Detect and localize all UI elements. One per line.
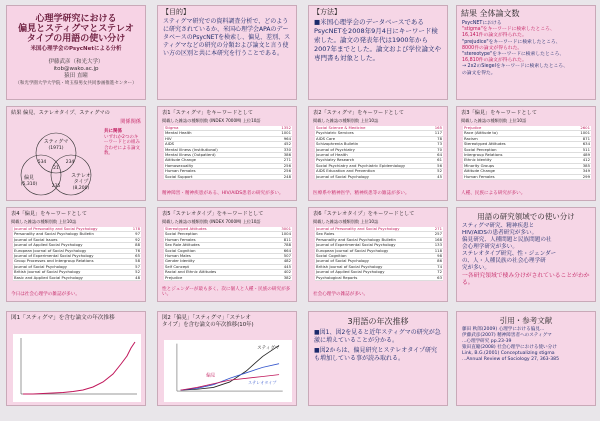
- table-cell-label: Race (Attitude to): [463, 131, 571, 136]
- table-cell-count: 70: [423, 147, 443, 152]
- table-cell-count: 271: [423, 227, 443, 232]
- venn-stereo-count: (8,200): [72, 186, 90, 191]
- table-cell-label: AIDS Care: [315, 136, 423, 141]
- table-cell-label: Journal of Personality and Social Psychology: [13, 227, 121, 232]
- purpose-body: スティグマ研究での資料調査分析で、どのように研究されているか、米国心理学会APAのデータベースのPsycNETを検索し、偏見、差別、スティグマなどの研究の分類および論文と言う使い方の区別と共に本研究を行うことである。: [163, 18, 291, 57]
- table-cell-count: 452: [272, 142, 292, 147]
- trend-body-1: ■図1、図2を見ると近年スティグマの研究が急激に増えていることが分かる。: [314, 329, 441, 344]
- usage-line-2: 偏見研究、人種問題と民族問題の社: [462, 237, 552, 243]
- table-cell-count: 88: [121, 243, 141, 248]
- table-cell-count: 248: [272, 174, 292, 179]
- table-row: [315, 174, 443, 179]
- table-cell-count: 97: [121, 232, 141, 237]
- table-cell-count: 73: [423, 142, 443, 147]
- venn-overlap-2: 21: [53, 166, 59, 171]
- table-cell-label: Mental Health: [164, 131, 272, 136]
- method-body: ■米国心理学会のデータベースである PsycNETを2008年9月4日にキーワード検索した。論文の発表年代は1900年から2007年までとした。論文および学位論文や専門書も対象とした。: [314, 18, 442, 62]
- venn-prejudice-label: 偏見: [23, 175, 35, 181]
- results-line-7: → 2x2のSiegelをキーワードに検索したところ、: [462, 64, 568, 70]
- slide-figure-2: [157, 311, 297, 406]
- venn-stereo-label-2: タイプ: [73, 179, 89, 185]
- table-cell-count: 78: [423, 136, 443, 141]
- table-cell-count: 74: [423, 264, 443, 269]
- usage-line-6: 究が多い。: [462, 265, 490, 271]
- table-cell-label: Journal of Social Psychology: [13, 264, 121, 269]
- table-row: [315, 275, 443, 280]
- table-cell-label: AIDS Education and Prevention: [315, 169, 423, 174]
- table-cell-count: 382: [272, 275, 292, 280]
- table5-header-2: 掲載した雑誌の種類別数 (INDEX 7000M) 上位10語: [162, 219, 261, 224]
- table-cell-label: Homosexuality: [164, 163, 272, 168]
- results-line-1: "stigma"をキーワードに検索したところ、: [462, 27, 555, 33]
- table-cell-count: 445: [272, 264, 292, 269]
- purpose-header: 【目的】: [162, 8, 190, 16]
- table-cell-label: Journal of Social Psychology: [315, 174, 423, 179]
- table-row: [164, 275, 292, 280]
- table-cell-count: 118: [423, 248, 443, 253]
- table-cell-label: Social Cognition: [315, 254, 423, 259]
- venn-header: 結果 偏見、ステレオタイプ、スティグマの: [11, 110, 110, 116]
- venn-overlap-4: 235: [51, 184, 61, 189]
- trend-header: 3用語の年次推移: [347, 317, 409, 326]
- table-cell-label: Ethnic Identity: [463, 158, 571, 163]
- table-cell-count: 1004: [272, 232, 292, 237]
- table-cell-label: Human Females: [463, 174, 571, 179]
- table-cell-label: Social Psychiatry and Psychiatric Epidemiology: [315, 163, 423, 168]
- figure1-line: [23, 342, 135, 394]
- figure1-chart: [13, 334, 141, 402]
- table-cell-label: Intergroup Relations: [463, 153, 571, 158]
- table-cell-count: 72: [423, 270, 443, 275]
- results-line-3: "prejudice"をキーワードに検索したところ、: [462, 39, 561, 45]
- figure2-stereotype-line: [181, 364, 279, 390]
- table-cell-count: 58: [121, 259, 141, 264]
- table-cell-count: 271: [272, 158, 292, 163]
- table-cell-label: Social Science & Medicine: [315, 126, 423, 131]
- table-cell-label: Stereotyped Attitudes: [463, 142, 571, 147]
- table-cell-label: Personality and Social Psychology Bulletin: [315, 237, 423, 242]
- table-cell-label: Minority Groups: [463, 163, 571, 168]
- table-cell-count: 386: [272, 153, 292, 158]
- reference-0: 藤田 秋郎(2009) 心理学における偏見...: [462, 327, 545, 332]
- table-cell-label: Social Perception: [164, 232, 272, 237]
- table1-note: 精神障害・精神疾患がある、HIV/AIDS患者の研究が多い。: [162, 191, 284, 197]
- figure2-stereotype-label: ステレオタイプ: [248, 379, 277, 385]
- table-cell-count: 257: [423, 232, 443, 237]
- table-cell-label: Sex Role Attitudes: [164, 243, 272, 248]
- table-cell-label: Journal of Applied Social Psychology: [13, 243, 121, 248]
- results-line-2: 16,141件の論文が得られた。: [462, 33, 527, 39]
- usage-line-3: 会心理学研究が多い。: [462, 244, 518, 250]
- table2-header: 表2「スティグマ」をキーワードとして: [313, 110, 404, 116]
- method-header: 【方法】: [313, 8, 341, 16]
- slide-trend: [308, 311, 448, 406]
- results-line-0: PsycNETにおける: [462, 21, 502, 26]
- table1: [164, 126, 292, 180]
- poster-title: 心理学研究における 偏見とスティグマとステレオ タイプの用語の使い分け: [18, 14, 134, 44]
- table-cell-count: 52: [121, 270, 141, 275]
- table2-header-2: 掲載した雑誌の種類別数 上位10誌: [313, 118, 379, 123]
- venn-side-note: [104, 129, 142, 157]
- results-line-6: 16,810件の論文が得られた。: [462, 58, 527, 64]
- reference-5: ...Annual Review of Sociology 27, 363-385: [462, 357, 560, 362]
- usage-emphasis: 一各研究領域で棲み分けがされていることがわかる。: [462, 273, 590, 286]
- reference-2: ...心理学研究 pp.23-39: [462, 339, 512, 344]
- table3: [463, 126, 591, 180]
- figure2-header-2: タイプ」を含む論文の年次推移(10年): [162, 322, 254, 328]
- table-cell-label: Psychological Reports: [315, 275, 423, 280]
- table-cell-count: 412: [571, 158, 591, 163]
- table-cell-count: 57: [121, 264, 141, 269]
- trend-body-2: ■図2からは、偏見研究とステレオタイプ研究も増加している事が読み取れる。: [314, 347, 437, 362]
- table-cell-count: 56: [423, 163, 443, 168]
- slide-usage: [456, 207, 596, 302]
- figure2-header: 図2「偏見」「スティグマ」「ステレオ: [162, 315, 251, 321]
- venn-stigma-label: スティグマ: [43, 139, 69, 145]
- venn-stereo-label: ステレオ: [71, 173, 91, 179]
- table-cell-label: European Journal of Social Psychology: [315, 248, 423, 253]
- table-cell-label: Psychiatry Research: [315, 158, 423, 163]
- venn-overlap-3: 234: [65, 160, 75, 165]
- table-cell-count: 48: [121, 275, 141, 280]
- table-cell-label: Psychiatric Services: [315, 131, 423, 136]
- slide-table-3: [456, 106, 596, 201]
- table6-note: 社会心理学の雑誌が多い。: [313, 292, 369, 298]
- table-cell-label: Attitude Change: [463, 169, 571, 174]
- usage-header: 用語の研究領域での使い分け: [477, 212, 575, 221]
- slide-figure-1: [6, 311, 146, 406]
- table1-header: 表1「スティグマ」をキーワードとして: [162, 110, 253, 116]
- table-cell-count: 168: [423, 237, 443, 242]
- table-cell-count: 117: [423, 131, 443, 136]
- table2-note: 医療系や精神医学、精神疾患等の雑誌が多い。: [313, 191, 410, 197]
- table-row: [13, 275, 141, 280]
- table4: [13, 227, 141, 281]
- table-cell-count: 65: [121, 254, 141, 259]
- table-cell-label: Prejudice: [164, 275, 272, 280]
- table5-note: 性とジェンダーが最も多く、次に個人と人種・民族の研究が多い。: [162, 286, 291, 298]
- usage-line-4: ステレオタイプ研究、性・ジェンダー: [462, 251, 557, 257]
- table5-header: 表5「ステレオタイプ」をキーワードとして: [162, 211, 264, 217]
- table-cell-label: Social Support: [164, 174, 272, 179]
- table-cell-count: 98: [423, 254, 443, 259]
- table-cell-count: 45: [423, 174, 443, 179]
- table6-header-2: 掲載した雑誌の種類別数 上位10誌: [313, 219, 379, 224]
- table-cell-label: Human Males: [164, 254, 272, 259]
- table-cell-label: Journal of Applied Social Psychology: [315, 270, 423, 275]
- figure2-stigma-label: スティグマ: [257, 346, 280, 352]
- results-line-5: "stereotype"をキーワードに検索したところ、: [462, 52, 565, 58]
- slide-references: [456, 311, 596, 406]
- table-cell-count: 489: [571, 153, 591, 158]
- table3-header-2: 掲載した雑誌の種類別数 上位10語: [461, 118, 527, 123]
- table4-note: 今日は社会心理学の雑誌が多い。: [11, 292, 80, 298]
- slide-table-5: [157, 207, 297, 302]
- slide-title: [6, 5, 146, 100]
- table-cell-count: 634: [571, 142, 591, 147]
- table-cell-count: 1001: [571, 131, 591, 136]
- table-cell-label: British Journal of Social Psychology: [315, 264, 423, 269]
- author-1: 伊藤武彦（和光大学）: [48, 59, 104, 65]
- table-cell-label: Attitude Change: [164, 158, 272, 163]
- venn-stigma-count: (1971): [48, 146, 64, 151]
- table6-header: 表6「ステレオタイプ」をキーワードとして: [313, 211, 415, 217]
- author-affiliation: （和光学園大学大学院・埼玉県男女共同参画推進センター）: [15, 81, 137, 86]
- table-cell-count: 64: [423, 153, 443, 158]
- slide-table-2: [308, 106, 448, 201]
- slide-table-4: [6, 207, 146, 302]
- table-cell-count: 964: [272, 136, 292, 141]
- table4-header-2: 掲載した雑誌の種類別数 上位10誌: [11, 219, 77, 224]
- table-cell-label: Journal of Social Psychology: [315, 259, 423, 264]
- table-cell-count: 482: [272, 259, 292, 264]
- table-cell-count: 52: [423, 169, 443, 174]
- author-email: itob@wako.ac.jp: [53, 66, 99, 72]
- table-cell-count: 2601: [571, 126, 591, 131]
- table-cell-label: Self Concept: [164, 264, 272, 269]
- table-cell-count: 61: [423, 158, 443, 163]
- reference-4: Link, B.G.(2001) Conceptualizing stigma: [462, 351, 555, 356]
- table-cell-label: Human Females: [164, 169, 272, 174]
- table-cell-count: 92: [121, 237, 141, 242]
- usage-line-0: スティグマ研究、精神疾患と: [462, 223, 535, 229]
- results-total-header: 結果 全体論文数: [461, 9, 520, 18]
- table-cell-count: 256: [272, 169, 292, 174]
- table-cell-count: 385: [571, 163, 591, 168]
- slide-venn: [6, 106, 146, 201]
- table-cell-label: Journal of Psychiatry: [315, 147, 423, 152]
- table-cell-count: 1001: [272, 131, 292, 136]
- table-cell-count: 788: [272, 243, 292, 248]
- venn-diagram: [11, 129, 101, 199]
- table-cell-count: 664: [272, 248, 292, 253]
- table-cell-count: 256: [272, 163, 292, 168]
- table-cell-count: 507: [272, 254, 292, 259]
- slide-method: [308, 5, 448, 100]
- table-cell-label: Human Females: [164, 237, 272, 242]
- venn-side-count: 共に関係: [104, 129, 122, 134]
- subtitle: 米国心理学会のPsycNetによる分析: [30, 46, 122, 52]
- results-line-8: の論文を得た。: [462, 70, 496, 76]
- table-cell-count: 76: [121, 248, 141, 253]
- venn-prejudice-count: (5,310): [20, 182, 38, 187]
- figure1-header: 図1「スティグマ」を含む論文の年次推移: [11, 315, 115, 321]
- table-cell-label: Group Processes and Intergroup Relations: [13, 259, 121, 264]
- table-cell-label: Gender Identity: [164, 259, 272, 264]
- table-cell-label: Stereotyped Attitudes: [164, 227, 272, 232]
- table-cell-label: HIV: [164, 136, 272, 141]
- table-cell-count: 165: [423, 126, 443, 131]
- figure2-prejudice-label: 偏見: [206, 373, 216, 379]
- table-cell-label: Stigma: [164, 126, 272, 131]
- table-cell-count: 3001: [272, 227, 292, 232]
- table2: [315, 126, 443, 180]
- table-cell-label: Mental Illness (Institutional): [164, 147, 272, 152]
- table-cell-count: 178: [121, 227, 141, 232]
- table5: [164, 227, 292, 281]
- table-row: [164, 174, 292, 179]
- table-cell-label: Journal of Social Issues: [13, 237, 121, 242]
- table-cell-label: Schizophrenia Bulletin: [315, 142, 423, 147]
- venn-side-text: いずれか2つのキーワードとの組み合わせによる論文数。: [104, 134, 140, 157]
- table-cell-label: Basic and Applied Social Psychology: [13, 275, 121, 280]
- table-cell-count: 63: [423, 275, 443, 280]
- venn-header-2: 関係関係: [120, 119, 141, 125]
- table-cell-label: Personality and Social Psychology Bulletin: [13, 232, 121, 237]
- slide-table-6: [308, 207, 448, 302]
- table-cell-label: Journal of Experimental Social Psychology: [13, 254, 121, 259]
- slide-purpose: [157, 5, 297, 100]
- results-line-4: 8000件の論文が得られた。: [462, 45, 523, 51]
- reference-3: 猿田直瞳(2008) 社会心理学における使い分け: [462, 345, 557, 350]
- table-cell-count: 871: [571, 136, 591, 141]
- usage-line-5: の、人・人種民族の社会心理学研: [462, 258, 546, 264]
- table3-header: 表3「偏見」をキーワードとして: [461, 110, 537, 116]
- table-cell-count: 811: [272, 237, 292, 242]
- table-cell-count: 133: [423, 243, 443, 248]
- table-cell-label: Racial and Ethnic Attitudes: [164, 270, 272, 275]
- table-cell-label: British Journal of Social Psychology: [13, 270, 121, 275]
- table-cell-count: 511: [571, 147, 591, 152]
- table-cell-label: Mental Illness (Outpatient): [164, 153, 272, 158]
- table-cell-count: 299: [571, 174, 591, 179]
- table-cell-count: 1352: [272, 126, 292, 131]
- slide-results-total: [456, 5, 596, 100]
- table-cell-count: 330: [272, 147, 292, 152]
- table-cell-label: Journal of Experimental Social Psychology: [315, 243, 423, 248]
- references-header: 引用・参考文献: [499, 316, 553, 325]
- slide-table-1: [157, 106, 297, 201]
- table-cell-count: 402: [272, 270, 292, 275]
- table-cell-count: 86: [423, 259, 443, 264]
- table-cell-label: Racism: [463, 136, 571, 141]
- table6: [315, 227, 443, 281]
- reference-1: 伊藤武彦(2007) 精神障害者へのスティグマ: [462, 333, 552, 338]
- author-2: 猿田 直瞳: [64, 73, 88, 79]
- table-cell-label: Social Cognition: [164, 248, 272, 253]
- table-row: [463, 174, 591, 179]
- table-cell-label: Prejudice: [463, 126, 571, 131]
- table3-note: 人種、民族による研究が多い。: [461, 191, 526, 197]
- table-cell-label: AIDS: [164, 142, 272, 147]
- table1-header-2: 掲載した雑誌の種類別数 (INDEX 7000M) 上位10語: [162, 118, 261, 123]
- table-cell-count: 349: [571, 169, 591, 174]
- venn-overlap-1: 534: [37, 160, 47, 165]
- table-cell-label: Journal of Personality and Social Psychology: [315, 227, 423, 232]
- table4-header: 表4「偏見」をキーワードとして: [11, 211, 87, 217]
- figure2-chart: [164, 340, 292, 402]
- table-cell-label: European Journal of Social Psychology: [13, 248, 121, 253]
- table-cell-label: Sex Roles: [315, 232, 423, 237]
- usage-line-1: HIV/AIDSの患者研究が多い。: [462, 230, 538, 236]
- table-cell-label: Journal of Health: [315, 153, 423, 158]
- table-cell-label: Social Perception: [463, 147, 571, 152]
